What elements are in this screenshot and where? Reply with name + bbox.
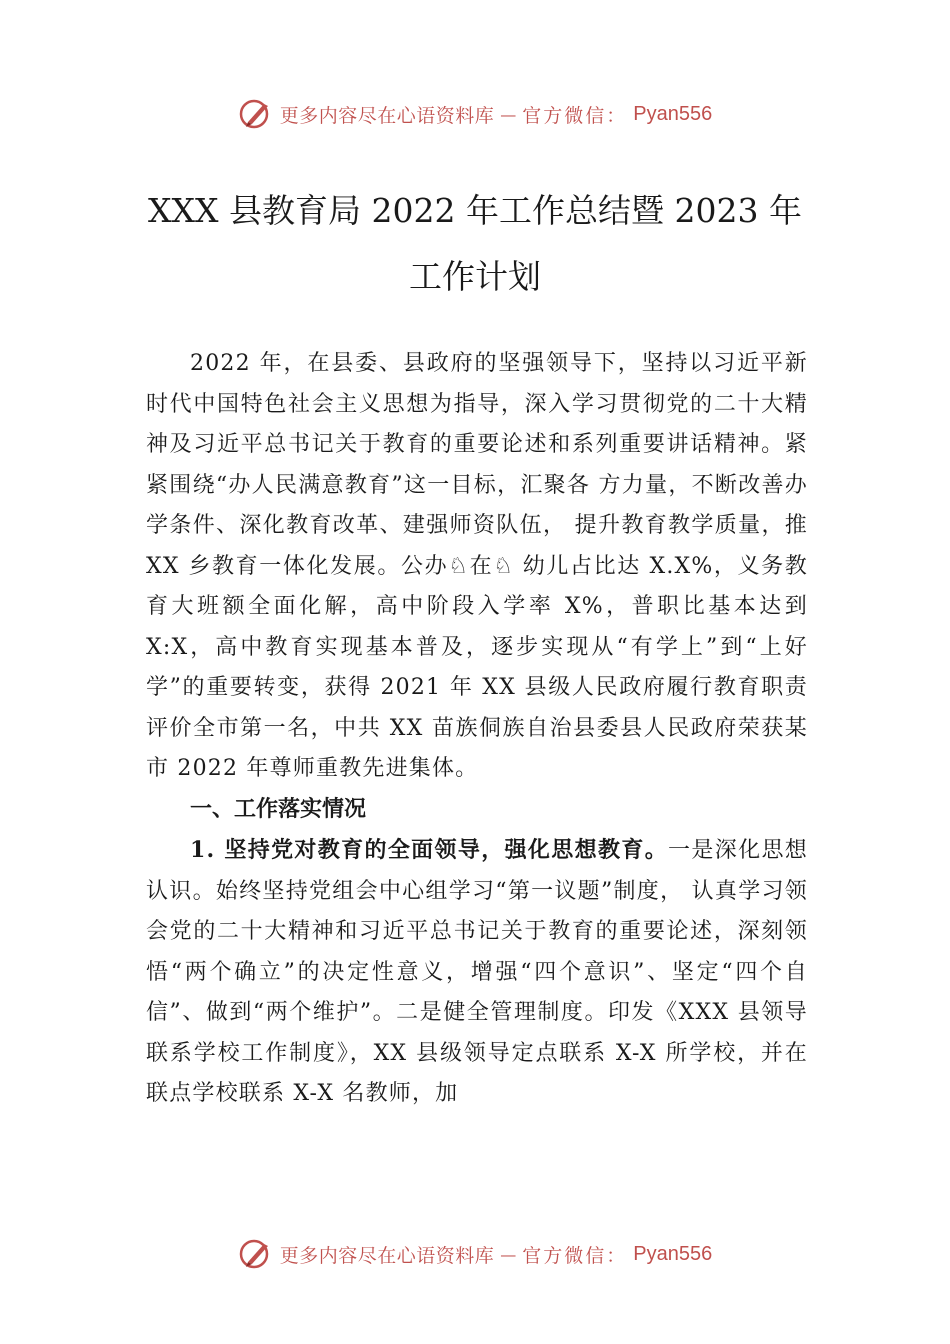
document-body — [146, 344, 808, 1115]
watermark-text: 更多内容尽在心语资料库 — [279, 104, 495, 127]
intro-paragraph: 2022 年，在县委、县政府的坚强领导下，坚持以习近平新时代中国特色社会主义思想为指导，深入学习贯彻党的二十大精神及习近平总书记关于教育的重要论述和系列重要讲话精神。紧紧围绕“办人民满意教育”这一目标，汇聚各 方力量，不断改善办学条件、深化教育改革、建强师资队伍， 提升教育教学质量，推 XX 乡教育一体化发展。公办♘在♘ 幼儿占比达 X.X%，义务教育大班额全面化解，高中阶段入学率 X%，普职比基本达到 X:X，高中教育实现基本普及，逐步实现从“有学上”到“上好学”的重要转变，获得 2021 年 XX 县级人民政府履行教育职责评价全市第一名，中共 XX 苗族侗族自治县委县人民政府荣获某市 2022 年尊师重教先进集体。 — [146, 351, 808, 781]
title-line-1: XXX 县教育局 2022 年工作总结暨 2023 年 — [148, 191, 802, 230]
title-line-2: 工作计划 — [409, 257, 541, 296]
watermark-wechat-label: 官方微信： — [522, 1244, 628, 1267]
document-title — [120, 178, 830, 310]
watermark-wechat-id: Pyan556 — [633, 102, 713, 125]
watermark-wechat-id: Pyan556 — [633, 1242, 713, 1265]
pen-logo-icon — [238, 1236, 274, 1272]
watermark-dash: — — [500, 104, 517, 124]
watermark-dash: — — [500, 1244, 517, 1264]
header-watermark — [0, 92, 950, 136]
section-heading: 一、工作落实情况 — [190, 796, 367, 822]
pen-logo-icon — [238, 96, 274, 132]
footer-watermark — [0, 1232, 950, 1276]
watermark-wechat-label: 官方微信： — [522, 104, 628, 127]
watermark-text: 更多内容尽在心语资料库 — [279, 1244, 495, 1267]
item-paragraph — [146, 830, 808, 1115]
item-lead: 1. 坚持党对教育的全面领导，强化思想教育。 — [190, 837, 669, 863]
item-body: 一是深化思想认识。始终坚持党组会中心组学习“第一议题”制度， 认真学习领会党的二十大精神和习近平总书记关于教育的重要论述，深刻领悟“两个确立”的决定性意义，增强“四个意识”、坚定“四个自信”、做到“两个维护”。二是健全管理制度。印发《XXX 县领导联系学校工作制度》，XX 县级领导定点联系 X-X 所学校，并在联点学校联系 X-X 名教师，加 — [146, 838, 809, 1106]
